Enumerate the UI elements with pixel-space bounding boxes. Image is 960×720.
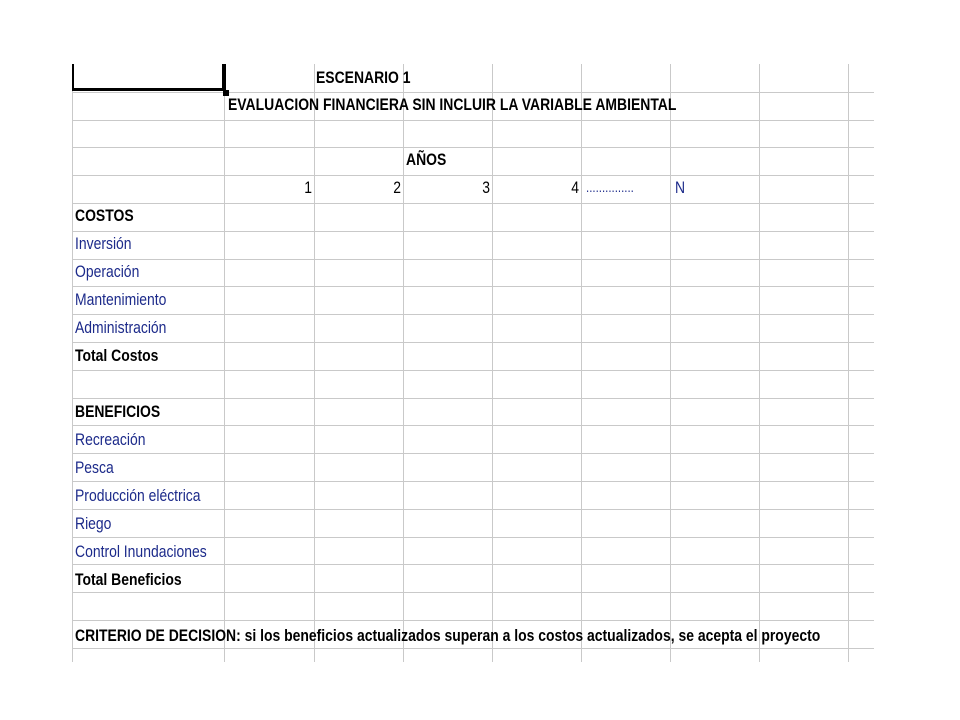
benefit-item-flood-control: Control Inundaciones [75,542,207,561]
benefit-item-electric-production: Producción eléctrica [75,486,201,505]
grid-row-line [72,620,874,621]
grid-row-line [72,453,874,454]
benefit-item-fishing: Pesca [75,458,114,477]
year-2: 2 [393,178,401,197]
grid-column-line [72,64,73,662]
grid-column-line [848,64,849,662]
grid-row-line [72,286,874,287]
scenario-title: ESCENARIO 1 [316,68,411,87]
costs-header: COSTOS [75,206,134,225]
grid-row-line [72,592,874,593]
grid-row-line [72,370,874,371]
year-1: 1 [304,178,312,197]
selected-cell[interactable] [72,64,224,91]
benefit-item-irrigation: Riego [75,514,112,533]
cost-item-maintenance: Mantenimiento [75,290,167,309]
grid-column-line [492,64,493,662]
grid-row-line [72,425,874,426]
grid-column-line [314,64,315,662]
cell-border-marker [222,64,226,90]
grid-column-line [224,64,225,662]
grid-column-line [759,64,760,662]
grid-column-line [403,64,404,662]
grid-row-line [72,342,874,343]
cost-item-operation: Operación [75,262,140,281]
benefits-header: BENEFICIOS [75,402,161,421]
cost-item-investment: Inversión [75,234,132,253]
grid-row-line [72,120,874,121]
grid-column-line [670,64,671,662]
year-3: 3 [482,178,490,197]
total-benefits-label: Total Beneficios [75,570,182,589]
spreadsheet-grid [72,64,874,662]
grid-row-line [72,203,874,204]
grid-row-line [72,398,874,399]
grid-row-line [72,147,874,148]
evaluation-subtitle: EVALUACION FINANCIERA SIN INCLUIR LA VARIABLE AMBIENTAL [228,95,677,114]
total-costs-label: Total Costos [75,346,159,365]
decision-criterion: CRITERIO DE DECISION: si los beneficios actualizados superan a los costos actualizados, se acepta el proyecto [75,626,821,645]
grid-row-line [72,259,874,260]
grid-column-line [581,64,582,662]
years-label: AÑOS [406,150,447,169]
year-4: 4 [571,178,579,197]
year-n: N [675,178,686,197]
grid-row-line [72,509,874,510]
benefit-item-recreation: Recreación [75,430,146,449]
grid-row-line [72,231,874,232]
year-ellipsis: ............... [586,179,634,195]
cost-item-administration: Administración [75,318,167,337]
grid-row-line [72,314,874,315]
